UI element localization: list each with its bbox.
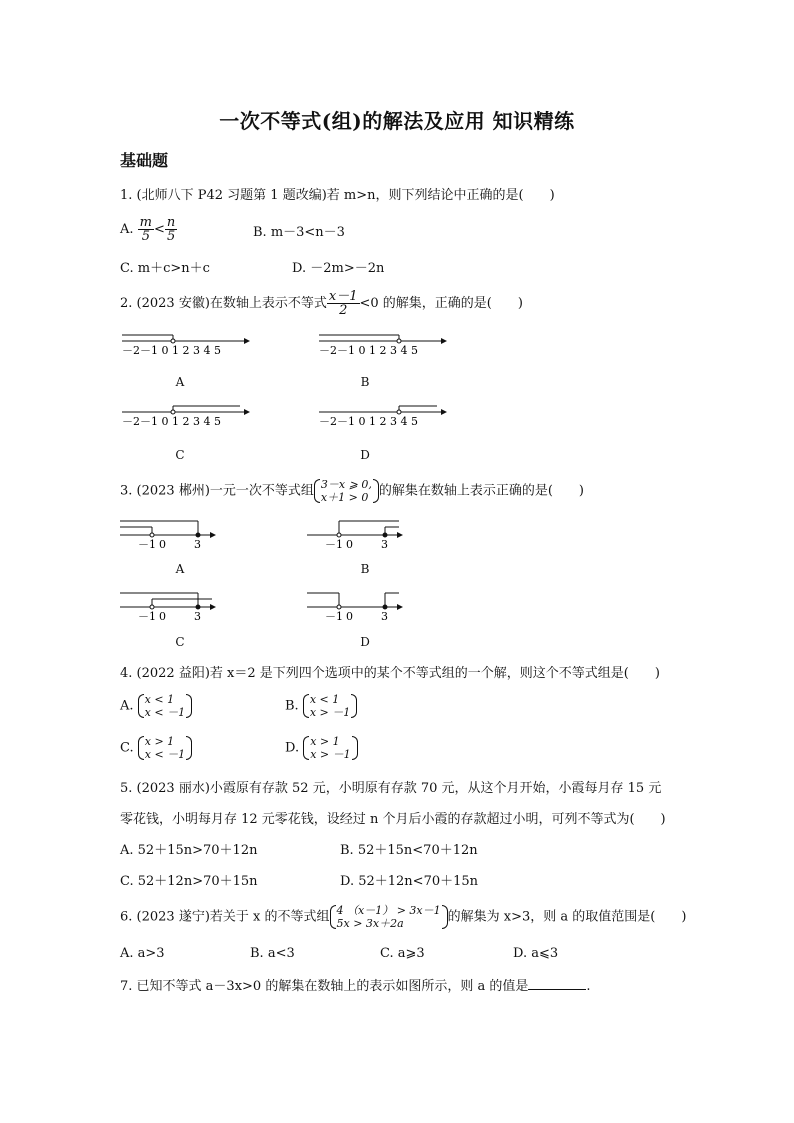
- number-line-2d: [315, 398, 450, 428]
- number-line-3d: [305, 587, 405, 623]
- tick-minus-1: －1: [138, 538, 156, 551]
- fraction-n-over-5: [165, 216, 177, 243]
- number-line-3b: [305, 515, 405, 551]
- option-d-prefix: D.: [285, 740, 300, 756]
- fraction-numerator: x－1: [328, 289, 358, 304]
- tick-labels: －2－1 0 1 2 3 4 5: [319, 415, 418, 428]
- tick-minus-1: －1: [138, 610, 156, 623]
- tick-3: 3: [194, 610, 201, 623]
- inequality-system: [303, 735, 357, 761]
- option-label-b: B: [360, 562, 370, 576]
- option-c-prefix: C.: [120, 740, 134, 756]
- question-6-stem-pre: 6. (2023 遂宁)若关于 x 的不等式组: [120, 909, 330, 925]
- question-6-option-b: B. a<3: [250, 946, 295, 961]
- system-line-2: x > －1: [309, 706, 351, 719]
- question-3-stem: [120, 478, 584, 504]
- tick-minus-1: －1: [325, 610, 343, 623]
- inequality-system: [314, 478, 379, 504]
- tick-labels: －2－1 0 1 2 3 4 5: [122, 344, 221, 357]
- fraction-denominator: 5: [141, 229, 150, 244]
- system-line-2: 5x > 3x＋2a: [336, 917, 404, 930]
- question-7-end: .: [586, 979, 591, 994]
- system-line-2: x > －1: [310, 748, 351, 761]
- question-4-stem: 4. (2022 益阳)若 x＝2 是下列四个选项中的某个不等式组的一个解，则这个不等式组是( ): [120, 666, 660, 681]
- tick-minus-1: －1: [325, 538, 343, 551]
- fraction-numerator: m: [139, 215, 152, 230]
- question-1-option-c: C. m＋c>n＋c: [120, 261, 210, 276]
- option-label-b: B: [360, 375, 370, 389]
- tick-3: 3: [381, 538, 388, 551]
- fraction-x-minus-1-over-2: [327, 290, 360, 317]
- system-line-2: x < －1: [144, 706, 186, 719]
- question-5-option-b: B. 52＋15n<70＋12n: [340, 843, 478, 858]
- question-5-line-1: 5. (2023 丽水)小霞原有存款 52 元，小明原有存款 70 元，从这个月开始，小霞每月存 15 元: [120, 781, 662, 796]
- question-1-option-d: D. －2m>－2n: [292, 261, 385, 276]
- option-label-c: C: [175, 448, 185, 462]
- option-label-c: C: [175, 635, 185, 649]
- tick-0: 0: [346, 538, 353, 551]
- fraction-denominator: 5: [166, 229, 176, 244]
- tick-3: 3: [194, 538, 201, 551]
- option-b-prefix: B.: [285, 698, 299, 714]
- fraction-denominator: 2: [339, 303, 348, 318]
- option-label-a: A: [175, 375, 185, 389]
- number-line-2a: [118, 327, 253, 357]
- tick-3: 3: [381, 610, 388, 623]
- number-line-2c: [118, 398, 253, 428]
- system-line-2: x < －1: [144, 748, 186, 761]
- number-line-3c: [118, 587, 218, 623]
- tick-labels: －2－1 0 1 2 3 4 5: [319, 344, 418, 357]
- option-label-d: D: [360, 635, 370, 649]
- question-6-stem: [120, 904, 686, 930]
- inequality-system: [330, 904, 448, 930]
- question-1-stem: 1. (北师八下 P42 习题第 1 题改编)若 m>n，则下列结论中正确的是( ): [120, 188, 555, 203]
- inequality-system: [138, 735, 192, 761]
- tick-labels: －2－1 0 1 2 3 4 5: [122, 415, 221, 428]
- number-line-2b: [315, 327, 450, 357]
- question-5-option-d: D. 52＋12n<70＋15n: [340, 874, 479, 889]
- option-a-prefix: A.: [120, 698, 134, 714]
- system-line-1: 4 （x－1） > 3x－1: [336, 904, 441, 917]
- inequality-sign: <: [154, 222, 165, 237]
- system-line-1: x < 1: [144, 693, 175, 706]
- question-4-option-b: [285, 693, 357, 719]
- question-4-option-d: [285, 735, 358, 761]
- fraction-m-over-5: [138, 216, 154, 243]
- system-line-1: x > 1: [144, 735, 175, 748]
- option-a-prefix: A.: [120, 222, 134, 237]
- question-7-stem: [120, 977, 590, 995]
- page-title: 一次不等式(组)的解法及应用 知识精练: [219, 109, 575, 133]
- system-line-1: x < 1: [309, 693, 340, 706]
- option-label-d: D: [360, 448, 370, 462]
- question-5-line-2: 零花钱，小明每月存 12 元零花钱，设经过 n 个月后小霞的存款超过小明，可列不等式为( ): [120, 812, 666, 827]
- question-6-option-d: D. a⩽3: [513, 946, 559, 961]
- question-6-option-a: A. a>3: [120, 946, 165, 961]
- question-1-option-b: B. m－3<n－3: [253, 225, 345, 240]
- section-heading: 基础题: [120, 151, 169, 170]
- question-6-stem-post: 的解集为 x>3，则 a 的取值范围是( ): [447, 909, 687, 925]
- question-2-stem: [120, 290, 523, 317]
- question-7-text: 7. 已知不等式 a－3x>0 的解集在数轴上的表示如图所示，则 a 的值是: [120, 979, 529, 994]
- question-6-option-c: C. a⩾3: [380, 946, 425, 961]
- option-label-a: A: [175, 562, 185, 576]
- fraction-numerator: n: [166, 215, 176, 230]
- tick-0: 0: [346, 610, 353, 623]
- question-4-option-a: [120, 693, 192, 719]
- inequality-system: [303, 693, 357, 719]
- question-5-option-a: A. 52＋15n>70＋12n: [120, 843, 258, 858]
- question-3-stem-pre: 3. (2023 郴州)一元一次不等式组: [120, 483, 314, 499]
- system-line-1: 3－x ⩾ 0,: [320, 478, 372, 491]
- tick-0: 0: [159, 610, 166, 623]
- number-line-3a: [118, 515, 218, 551]
- tick-0: 0: [159, 538, 166, 551]
- answer-blank[interactable]: [528, 977, 586, 990]
- question-5-option-c: C. 52＋12n>70＋15n: [120, 874, 258, 889]
- inequality-system: [138, 693, 192, 719]
- system-line-1: x > 1: [310, 735, 340, 748]
- question-4-option-c: [120, 735, 192, 761]
- system-line-2: x＋1 > 0: [320, 491, 369, 504]
- question-3-stem-post: 的解集在数轴上表示正确的是( ): [378, 483, 584, 499]
- question-1-option-a: [120, 216, 177, 243]
- question-2-stem-pre: 2. (2023 安徽)在数轴上表示不等式: [120, 296, 327, 311]
- question-2-stem-post: <0 的解集，正确的是( ): [359, 296, 523, 311]
